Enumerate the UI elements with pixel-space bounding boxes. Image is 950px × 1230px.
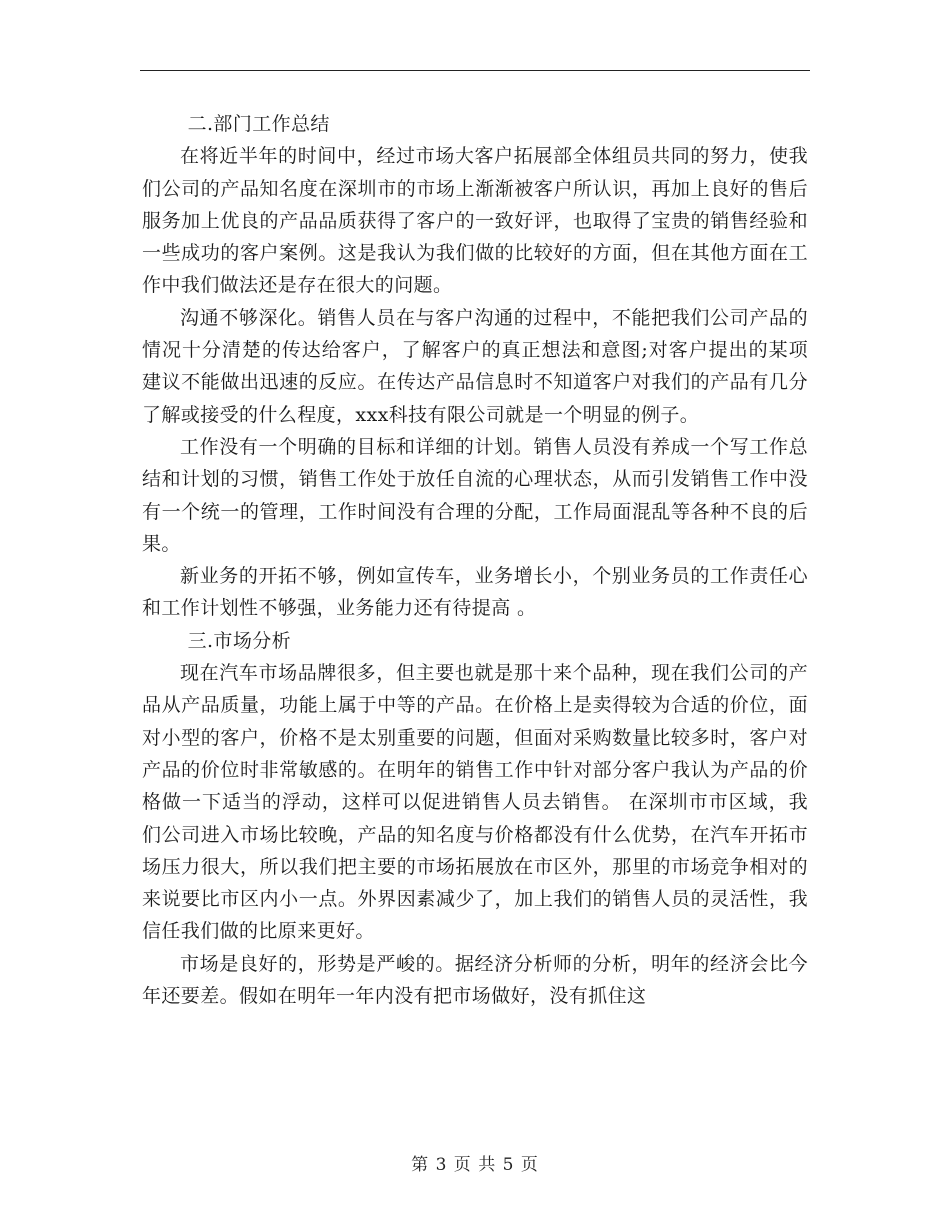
paragraph: 沟通不够深化。销售人员在与客户沟通的过程中，不能把我们公司产品的情况十分清楚的传达给客户，了解客户的真正想法和意图;对客户提出的某项建议不能做出迅速的反应。在传达产品信息时不知道客户对我们的产品有几分了解或接受的什么程度，xxx科技有限公司就是一个明显的例子。 xyxy=(142,306,808,426)
paragraph: 市场是良好的，形势是严峻的。据经济分析师的分析，明年的经济会比今年还要差。假如在明年一年内没有把市场做好，没有抓住这 xyxy=(142,952,808,1008)
header-rule xyxy=(140,70,810,71)
page-number-footer: 第 3 页 共 5 页 xyxy=(411,1155,539,1175)
document-body xyxy=(142,108,808,1012)
section-heading-dept-summary: 二.部门工作总结 xyxy=(187,113,330,135)
paragraph: 现在汽车市场品牌很多，但主要也就是那十来个品种，现在我们公司的产品从产品质量，功能上属于中等的产品。在价格上是卖得较为合适的价位，面对小型的客户，价格不是太别重要的问题，但面对采购数量比较多时，客户对产品的价位时非常敏感的。在明年的销售工作中针对部分客户我认为产品的价格做一下适当的浮动，这样可以促进销售人员去销售。 在深圳市市区域，我们公司进入市场比较晚，产品的知名度与价格都没有什么优势，在汽车开拓市场压力很大，所以我们把主要的市场拓展放在市区外，那里的市场竞争相对的来说要比市区内小一点。外界因素减少了，加上我们的销售人员的灵活性，我信任我们做的比原来更好。 xyxy=(142,662,808,943)
section-heading-market-analysis: 三.市场分析 xyxy=(187,629,292,652)
paragraph: 在将近半年的时间中，经过市场大客户拓展部全体组员共同的努力，使我们公司的产品知名度在深圳市的市场上渐渐被客户所认识，再加上良好的售后服务加上优良的产品品质获得了客户的一致好评，也取得了宝贵的销售经验和一些成功的客户案例。这是我认为我们做的比较好的方面，但在其他方面在工作中我们做法还是存在很大的问题。 xyxy=(142,145,808,297)
paragraph: 新业务的开拓不够，例如宣传车，业务增长小，个别业务员的工作责任心和工作计划性不够强，业务能力还有待提高 。 xyxy=(142,565,808,620)
paragraph: 工作没有一个明确的目标和详细的计划。销售人员没有养成一个写工作总结和计划的习惯，销售工作处于放任自流的心理状态，从而引发销售工作中没有一个统一的管理，工作时间没有合理的分配，工作局面混乱等各种不良的后果。 xyxy=(142,435,808,555)
